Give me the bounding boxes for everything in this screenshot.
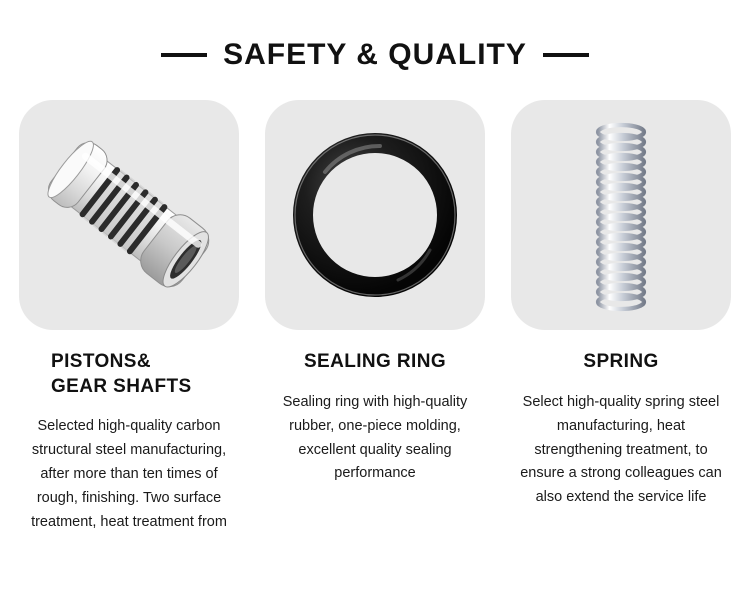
header-rule-right bbox=[543, 53, 589, 57]
spring-thumbnail bbox=[511, 100, 731, 330]
sealing-ring-thumbnail bbox=[265, 100, 485, 330]
card-sealing-ring bbox=[265, 100, 485, 486]
card-title-line-2: GEAR SHAFTS bbox=[51, 375, 192, 397]
page-title: SAFETY & QUALITY bbox=[223, 38, 527, 71]
card-title-pistons bbox=[19, 350, 239, 399]
card-description-spring: Select high-quality spring steel manufacturing, heat strengthening treatment, to ensure a strong colleagues can also extend the service life bbox=[520, 393, 722, 506]
piston-gear-shaft-thumbnail bbox=[19, 100, 239, 330]
sealing-ring-icon bbox=[280, 120, 470, 310]
card-description-sealing-ring: Sealing ring with high-quality rubber, one-piece molding, excellent quality sealing performance bbox=[282, 393, 468, 482]
spring-icon bbox=[561, 108, 681, 323]
card-title-line-1: PISTONS& bbox=[51, 351, 151, 372]
piston-gear-shaft-icon bbox=[29, 110, 229, 320]
card-title-spring: SPRING bbox=[583, 351, 659, 372]
header-rule-left bbox=[161, 53, 207, 57]
card-spring bbox=[511, 100, 731, 510]
card-title-sealing-ring: SEALING RING bbox=[303, 351, 447, 372]
card-list bbox=[0, 78, 750, 535]
section-header bbox=[0, 0, 750, 78]
card-pistons-gear-shafts bbox=[19, 100, 239, 535]
card-description-pistons: Selected high-quality carbon structural steel manufacturing, after more than ten times of rough, finishing. Two surface treatment, heat treatment from bbox=[31, 418, 227, 531]
